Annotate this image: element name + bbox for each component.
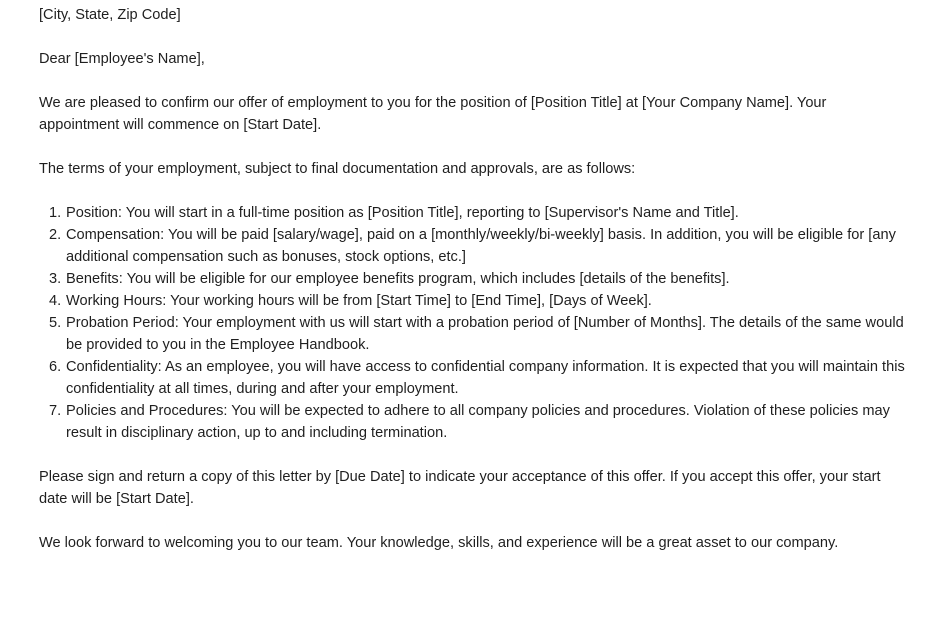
list-item <box>39 224 909 268</box>
list-item-number: 7. <box>49 403 62 419</box>
list-item-number: 5. <box>49 315 62 331</box>
city-state-zip-line: [City, State, Zip Code] <box>39 7 181 23</box>
terms-list <box>39 202 909 444</box>
list-item-number: 3. <box>49 271 62 287</box>
list-item-text: Confidentiality: As an employee, you will have access to confidential company information. It is expected that you will maintain this confidentiality at all times, during and after your employment. <box>66 359 905 397</box>
list-item-text: Probation Period: Your employment with us will start with a probation period of [Number of Months]. The details of the same would be provided to you in the Employee Handbook. <box>66 315 904 353</box>
salutation: Dear [Employee's Name], <box>39 51 205 67</box>
list-item-text: Position: You will start in a full-time position as [Position Title], reporting to [Supervisor's Name and Title]. <box>66 205 739 221</box>
list-item <box>39 312 909 356</box>
list-item <box>39 400 909 444</box>
list-item-number: 6. <box>49 359 62 375</box>
list-item-text: Working Hours: Your working hours will be from [Start Time] to [End Time], [Days of Week]. <box>66 293 652 309</box>
list-item-text: Benefits: You will be eligible for our employee benefits program, which includes [details of the benefits]. <box>66 271 730 287</box>
intro-paragraph: We are pleased to confirm our offer of employment to you for the position of [Position Title] at [Your Company Name]. Your appointment will commence on [Start Date]. <box>39 95 827 133</box>
list-item-number: 4. <box>49 293 62 309</box>
list-item <box>39 268 909 290</box>
company-address-text <box>39 0 166 4</box>
list-item-number: 1. <box>49 205 62 221</box>
letter-document <box>39 0 909 554</box>
terms-intro-paragraph: The terms of your employment, subject to final documentation and approvals, are as follows: <box>39 161 636 177</box>
return-instructions-paragraph: Please sign and return a copy of this letter by [Due Date] to indicate your acceptance of this offer. If you accept this offer, your start date will be [Start Date]. <box>39 469 881 507</box>
list-item-text: Policies and Procedures: You will be expected to adhere to all company policies and procedures. Violation of these policies may result in disciplinary action, up to and including termination. <box>66 403 890 441</box>
list-item <box>39 290 909 312</box>
company-address-line <box>39 0 909 4</box>
list-item <box>39 202 909 224</box>
list-item-text: Compensation: You will be paid [salary/wage], paid on a [monthly/weekly/bi-weekly] basis. In addition, you will be eligible for [any additional compensation such as bonuses, stock options, etc.] <box>66 227 896 265</box>
list-item-number: 2. <box>49 227 62 243</box>
closing-paragraph: We look forward to welcoming you to our team. Your knowledge, skills, and experience will be a great asset to our company. <box>39 535 839 551</box>
list-item <box>39 356 909 400</box>
